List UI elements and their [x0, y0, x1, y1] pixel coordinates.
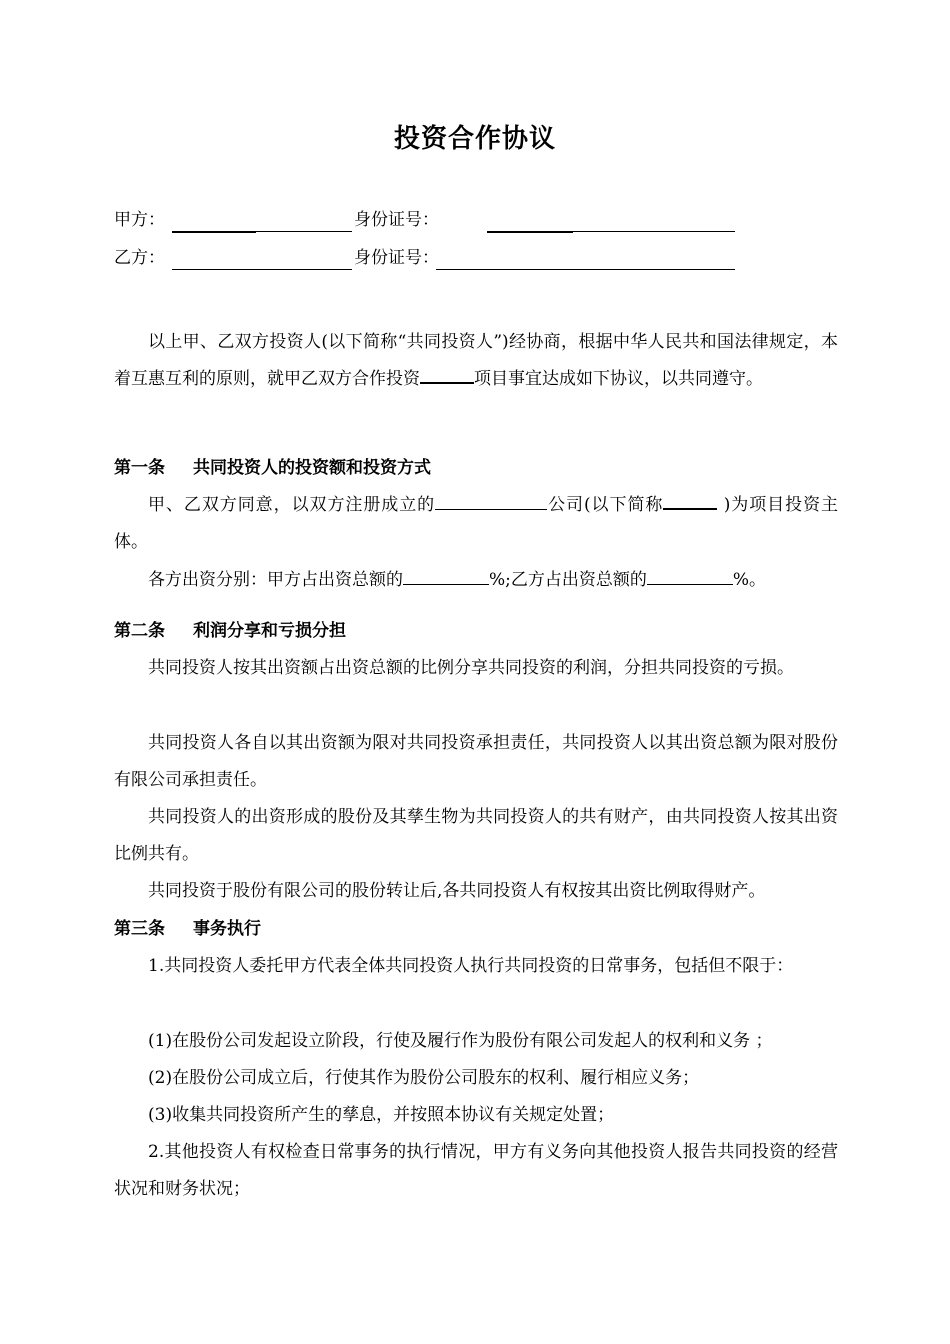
article-1-p1-text-a: 甲、乙双方同意，以双方注册成立的	[148, 495, 436, 515]
article-2-number: 第二条	[114, 621, 165, 641]
article-3-item-1	[114, 1023, 838, 1060]
article-1-p2-text-a: 各方出资分别：甲方占出资总额的	[148, 570, 403, 590]
article-1-paragraph-1	[114, 487, 838, 561]
article-1-p1-text-c: )为项目投	[717, 495, 804, 515]
article-2-p3-line-1: 共同投资人的出资形成的股份及其孳生物为共同投资人的共有财产，由共同投资人	[148, 807, 770, 827]
article-3-heading	[114, 916, 261, 942]
party-b-name-field[interactable]	[172, 249, 352, 270]
article-3-item-3	[114, 1097, 838, 1134]
article-3-p1-line-1: 1.共同投资人委托甲方代表全体共同投资人执行共同投资的日常事务，包括但不限	[148, 956, 760, 976]
party-a-name-field-ext	[256, 211, 352, 232]
company-name-blank[interactable]	[435, 491, 547, 510]
party-b-row	[114, 245, 754, 271]
party-a-id-field-ext	[573, 211, 735, 232]
preamble-line-1: 以上甲、乙双方投资人(以下简称“共同投资人”)经协商，根据中华人民共和国法律	[148, 332, 769, 352]
article-3-number: 第三条	[114, 919, 165, 939]
party-a-label: 甲方：	[114, 210, 165, 230]
project-name-blank[interactable]	[420, 364, 474, 384]
article-3-item-2-text: (2)在股份公司成立后，行使其作为股份公司股东的权利、履行相应义务；	[148, 1068, 700, 1088]
article-1-p2-text-b: %;乙方占出资总额的	[489, 570, 647, 590]
company-short-name-blank[interactable]	[663, 490, 717, 510]
document-title: 投资合作协议	[393, 124, 556, 154]
party-a-id-field[interactable]	[487, 211, 573, 233]
article-3-item-2	[114, 1060, 838, 1097]
article-3-item-3-text: (3)收集共同投资所产生的孳息，并按照本协议有关规定处置；	[148, 1105, 615, 1125]
preamble-line-2b: 项目事宜达成如下协议，以共	[474, 369, 695, 389]
preamble-line-3: 同遵守。	[695, 369, 763, 389]
party-a-name-field[interactable]	[172, 211, 256, 233]
article-2-p4-text: 共同投资于股份有限公司的股份转让后,各共同投资人有权按其出资比例取得财产。	[148, 881, 766, 901]
article-2-paragraph-4	[114, 873, 838, 910]
article-3-paragraph-2	[114, 1134, 838, 1208]
party-a-row	[114, 207, 754, 233]
preamble-line-2a: 规定，本着互惠互利的原则，就甲乙双方合作投资	[114, 332, 839, 389]
party-b-share-blank[interactable]	[647, 566, 733, 585]
article-2-p1-line-2: 损。	[760, 658, 794, 678]
article-3-p2-line-2: 资的经营状况和财务状况；	[114, 1142, 839, 1199]
article-1-title: 共同投资人的投资额和投资方式	[193, 458, 431, 478]
party-b-label: 乙方：	[114, 248, 165, 268]
article-2-paragraph-2	[114, 725, 838, 799]
article-2-p1-line-1: 共同投资人按其出资额占出资总额的比例分享共同投资的利润，分担共同投资的亏	[148, 658, 760, 678]
article-2-p2-line-2: 限对股份有限公司承担责任。	[114, 733, 839, 790]
article-1-p2-text-c: %。	[732, 570, 767, 590]
article-2-p3-line-2: 按其出资比例共有。	[114, 807, 839, 864]
party-a-id-label: 身份证号：	[354, 210, 439, 230]
article-3-item-1-text: (1)在股份公司发起设立阶段，行使及履行作为股份有限公司发起人的权利和义务 ；	[148, 1031, 773, 1051]
article-3-p2-line-1: 2.其他投资人有权检查日常事务的执行情况，甲方有义务向其他投资人报告共同投	[148, 1142, 770, 1162]
article-1-number: 第一条	[114, 458, 165, 478]
article-2-title: 利润分享和亏损分担	[193, 621, 346, 641]
article-3-p1-line-2: 于：	[759, 956, 794, 976]
article-2-heading	[114, 618, 346, 644]
article-2-p2-line-1: 共同投资人各自以其出资额为限对共同投资承担责任，共同投资人以其出资总额为	[148, 733, 770, 753]
article-1-p1-text-d: 资主体。	[114, 495, 839, 552]
article-3-title: 事务执行	[193, 919, 261, 939]
article-1-p1-text-b: 公司(以下简称	[547, 495, 664, 515]
article-2-paragraph-1	[114, 650, 838, 687]
party-b-id-field[interactable]	[436, 249, 735, 270]
party-b-id-label: 身份证号：	[354, 248, 439, 268]
article-1-paragraph-2	[114, 562, 838, 599]
article-1-heading	[114, 455, 431, 481]
article-2-paragraph-3	[114, 799, 838, 873]
article-3-paragraph-1	[114, 948, 838, 985]
preamble-paragraph	[114, 324, 838, 398]
party-a-share-blank[interactable]	[403, 566, 489, 585]
